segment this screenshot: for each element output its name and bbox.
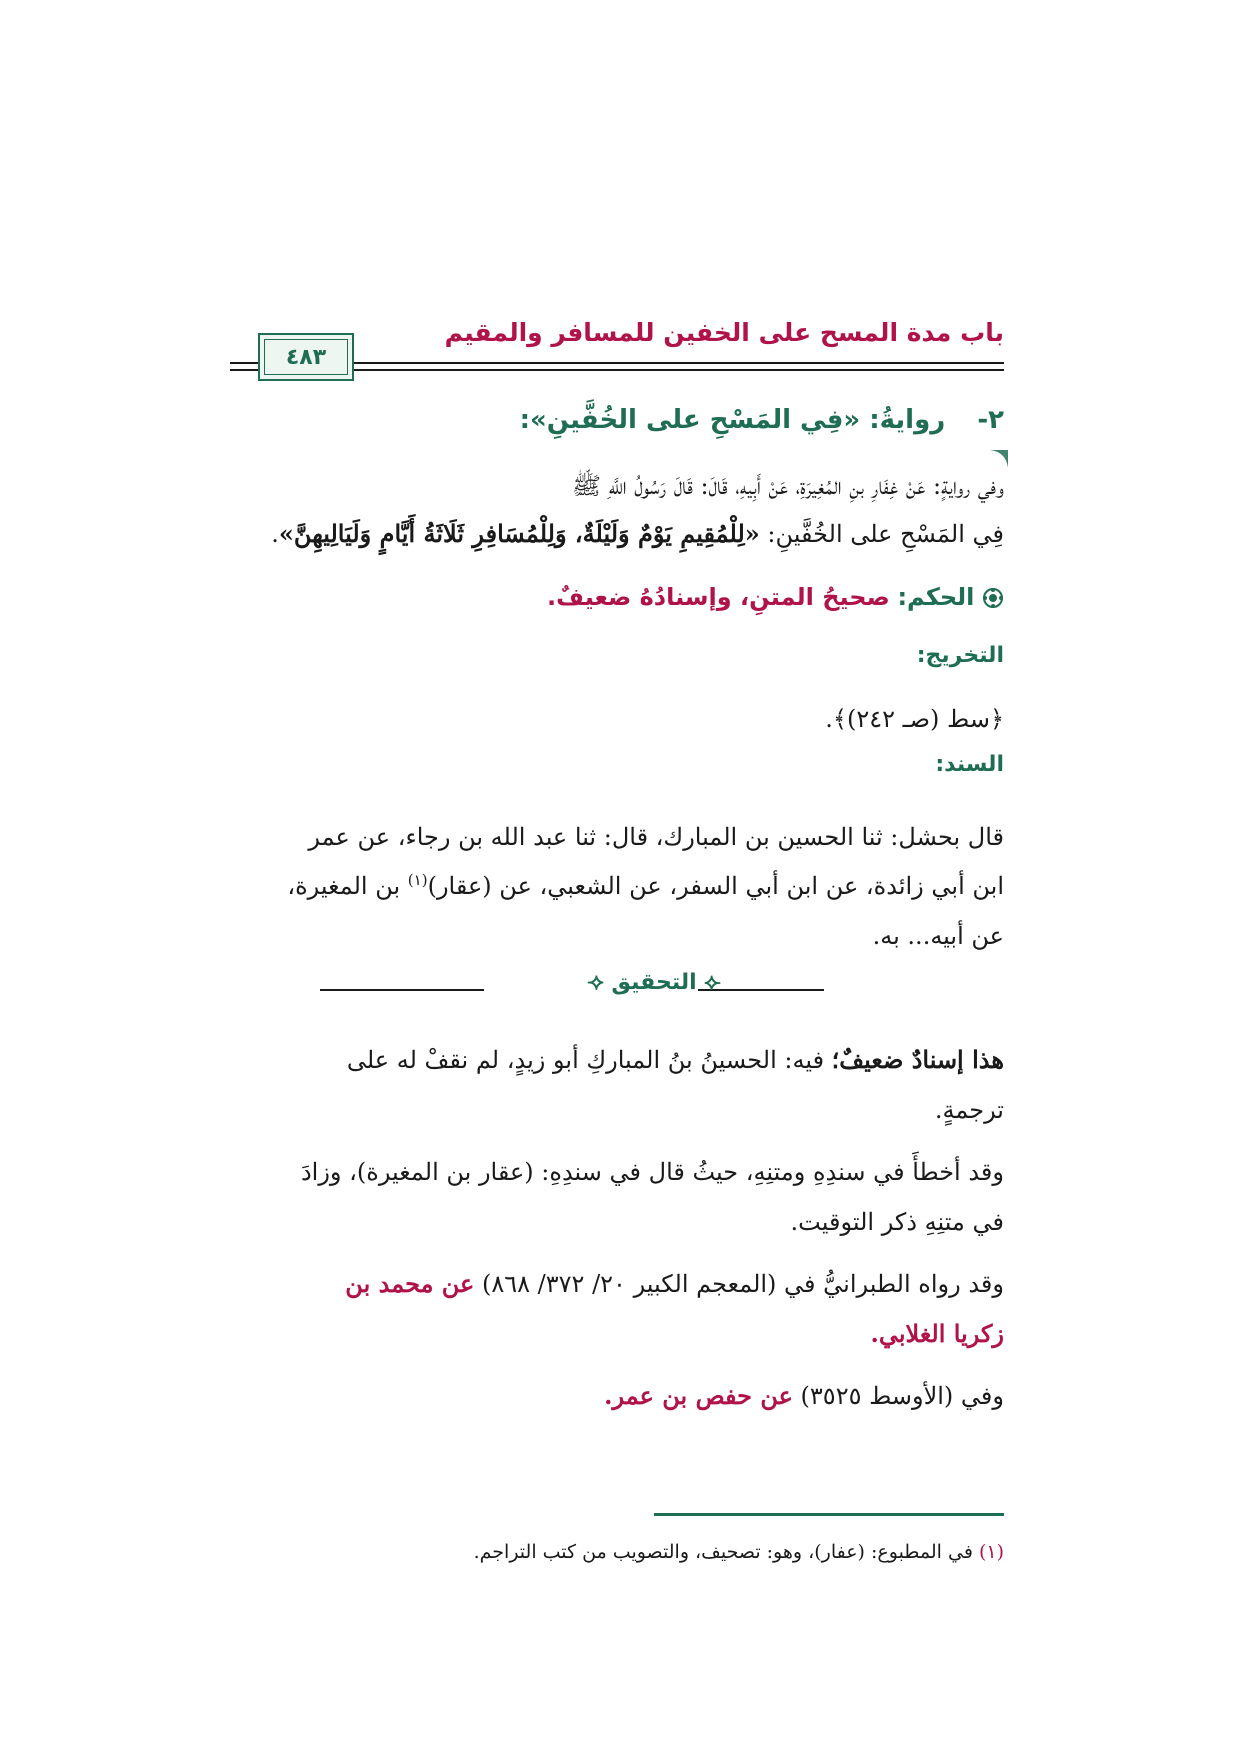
sanad-line-2 xyxy=(236,862,1004,910)
header-rule-right xyxy=(352,362,1004,364)
narration-line-2 xyxy=(236,510,1004,558)
footnote xyxy=(236,1541,1004,1563)
tahqiq-p4-red: عن حفص بن عمر. xyxy=(604,1381,793,1410)
tahqiq-heading: التحقيق xyxy=(611,970,697,995)
section-heading xyxy=(520,405,1004,435)
header-rule-right-2 xyxy=(352,369,1004,371)
sanad-line-3: عن أبيه... به. xyxy=(872,922,1004,950)
tahqiq-p3-red-2: زكريا الغلابي. xyxy=(870,1319,1004,1348)
ornament-right-icon: ⟣ xyxy=(587,970,604,995)
section-quote: «فِي المَسْحِ على الخُفَّينِ»: xyxy=(519,405,861,435)
ruling-line xyxy=(547,583,1004,611)
tahqiq-p4 xyxy=(236,1372,1004,1420)
tahqiq-p1-rest: فيه: الحسينُ بنُ المباركِ أبو زيدٍ، لم نقفْ له على xyxy=(346,1046,832,1074)
tahqiq-p1-bold: هذا إسنادٌ ضعيفٌ؛ xyxy=(831,1045,1004,1074)
footnote-ref[interactable]: (١) xyxy=(407,871,428,889)
sanad-line-1: قال بحشل: ثنا الحسين بن المبارك، قال: ثنا عبد الله بن رجاء، عن عمر xyxy=(308,823,1004,851)
divider-line-left xyxy=(320,989,484,991)
takhrij-source: ﴿سط (صـ ٢٤٢)﴾. xyxy=(825,705,1004,733)
page-number: ٤٨٣ xyxy=(264,339,348,375)
footnote-rule xyxy=(654,1513,1004,1516)
tahqiq-p3-red-1: عن محمد بن xyxy=(345,1269,475,1298)
tahqiq-p2-line-2: في متنِهِ ذكر التوقيت. xyxy=(790,1208,1004,1236)
page-header-title: باب مدة المسح على الخفين للمسافر والمقيم xyxy=(444,318,1004,347)
section-label: روايةُ: xyxy=(869,405,946,435)
narration-prefix: فِي المَسْحِ على الخُفَّينِ: xyxy=(759,520,1004,548)
tahqiq-p3-line-1 xyxy=(236,1260,1004,1308)
tahqiq-p1-line-1 xyxy=(236,1036,1004,1084)
tahqiq-p3-line-2 xyxy=(236,1310,1004,1358)
takhrij-heading: التخريج: xyxy=(916,643,1004,668)
narration-line-1: وفي روايةٍ: عَنْ غِفَارِ بنِ المُغِيرَةِ، عَنْ أَبِيهِ، قَالَ: قَالَ رَسُولُ اللَّهِ ﷺ xyxy=(572,472,1004,500)
narration-end: . xyxy=(271,520,279,548)
ornament-left-icon: ⟢ xyxy=(704,970,721,995)
sanad-heading: السند: xyxy=(935,752,1004,777)
footnote-text: في المطبوع: (عفار)، وهو: تصحيف، والتصويب من كتب التراجم. xyxy=(473,1541,979,1563)
footnote-mark: (١) xyxy=(978,1541,1004,1563)
page-number-badge xyxy=(258,333,354,381)
tahqiq-p4-text: وفي (الأوسط ٣٥٢٥) xyxy=(792,1382,1004,1410)
sanad-line-2-text: ابن أبي زائدة، عن ابن أبي السفر، عن الشعبي، عن (عقار) xyxy=(427,872,1004,900)
ruling-text: صحيحُ المتنِ، وإسنادُهُ ضعيفٌ. xyxy=(547,583,890,611)
tahqiq-p2-line-1: وقد أخطأَ في سندِهِ ومتنِهِ، حيثُ قال في سندِهِ: (عقار بن المغيرة)، وزادَ xyxy=(300,1158,1004,1186)
section-number: ٢- xyxy=(977,405,1004,435)
header-rule-left-2 xyxy=(230,369,258,371)
tahqiq-p1-line-2: ترجمةٍ. xyxy=(934,1096,1004,1124)
tahqiq-divider xyxy=(484,970,824,995)
header-rule-left xyxy=(230,362,258,364)
flower-bullet-icon xyxy=(974,583,1004,611)
ruling-label: الحكم: xyxy=(897,583,975,611)
tahqiq-p3-text: وقد رواه الطبرانيُّ في (المعجم الكبير ٢٠/ ٣٧٢/ ٨٦٨) xyxy=(474,1270,1004,1298)
hadith-text: «لِلْمُقِيمِ يَوْمٌ وَلَيْلَةٌ، وَلِلْمُسَافِرِ ثَلَاثَةُ أَيَّامٍ وَلَيَالِيهِنَّ» xyxy=(278,519,760,548)
sanad-line-2-end: بن المغيرة، xyxy=(287,872,408,900)
